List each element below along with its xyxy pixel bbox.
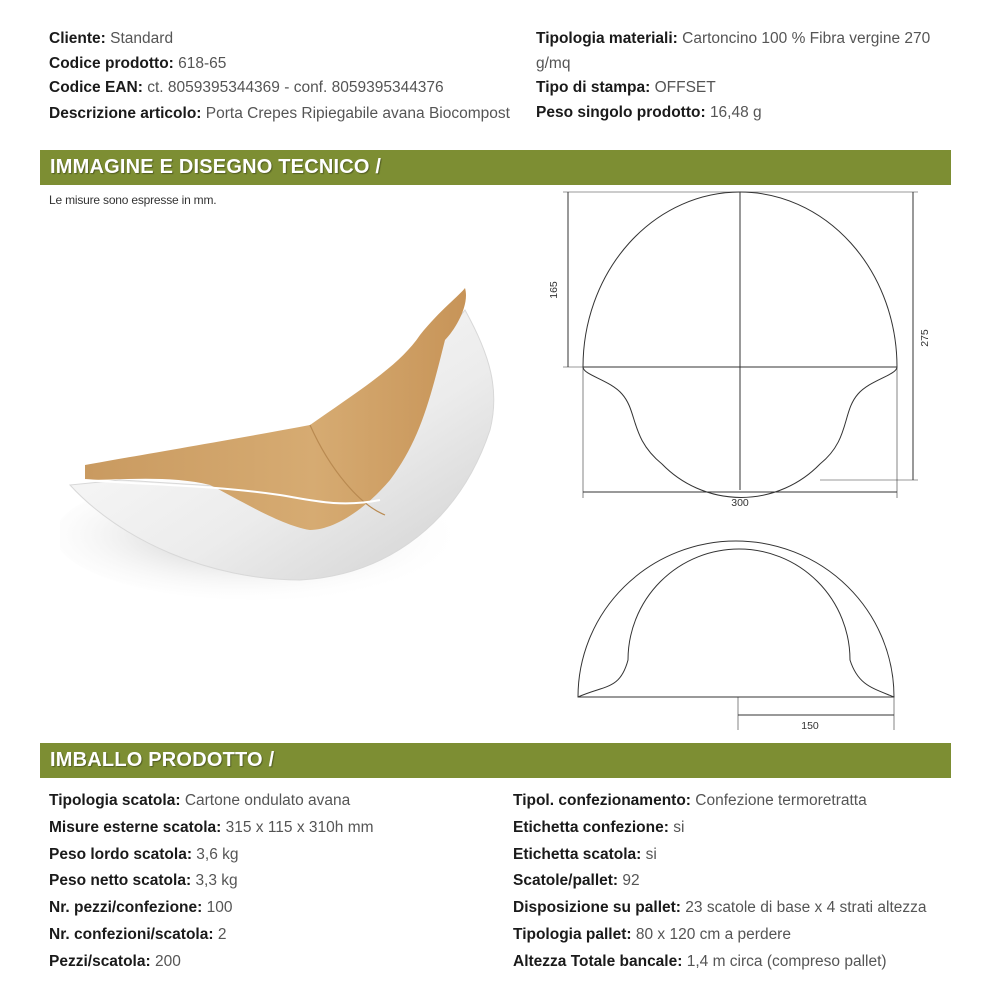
product-info-left [49,27,519,124]
product-photo [60,280,530,620]
spec-row: Tipologia scatola: Cartone ondulato avana [49,792,351,809]
spec-row: Etichetta scatola: si [513,845,657,863]
spec-row: Tipologia pallet: 80 x 120 cm a perdere [513,925,791,943]
spec-row: Codice EAN: ct. 8059395344369 - conf. 8059395344376 [49,79,444,96]
spec-row: Tipo di stampa: OFFSET [536,79,716,96]
spec-row: Nr. pezzi/confezione: 100 [49,899,233,917]
spec-row: Pezzi/scatola: 200 [49,952,181,970]
spec-row: Etichetta confezione: si [513,818,685,836]
side-view-inner [578,549,894,697]
spec-row: Altezza Totale bancale: 1,4 m circa (compreso pallet) [513,952,887,970]
spec-row: Descrizione articolo: Porta Crepes Ripiegabile avana Biocompost [49,104,510,122]
packaging-info-right [513,788,983,976]
spec-row: Misure esterne scatola: 315 x 115 x 310h mm [49,818,374,836]
packaging-info-left [49,788,499,976]
spec-row: Disposizione su pallet: 23 scatole di base x 4 strati altezza [513,899,927,917]
dim-label-150: 150 [801,720,819,732]
product-info-right [536,27,966,125]
spec-row: Tipol. confezionamento: Confezione termoretratta [513,792,867,809]
dim-label-165: 165 [548,281,560,299]
section-title-image: IMMAGINE E DISEGNO TECNICO / [40,150,951,185]
spec-row: Codice prodotto: 618-65 [49,54,227,72]
spec-row: Peso singolo prodotto: 16,48 g [536,103,762,121]
dim-label-300: 300 [731,497,749,509]
measure-note: Le misure sono espresse in mm. [49,193,217,207]
side-view-outer [578,541,894,697]
spec-row: Peso lordo scatola: 3,6 kg [49,845,239,863]
spec-row: Tipologia materiali: Cartoncino 100 % Fibra vergine 270 g/mq [536,30,931,72]
technical-drawing [520,180,950,740]
dim-label-275: 275 [919,329,931,347]
spec-row: Nr. confezioni/scatola: 2 [49,925,227,943]
spec-row: Peso netto scatola: 3,3 kg [49,872,238,890]
section-title-packaging: IMBALLO PRODOTTO / [40,743,951,778]
spec-row: Cliente: Standard [49,30,174,47]
spec-row: Scatole/pallet: 92 [513,872,640,890]
